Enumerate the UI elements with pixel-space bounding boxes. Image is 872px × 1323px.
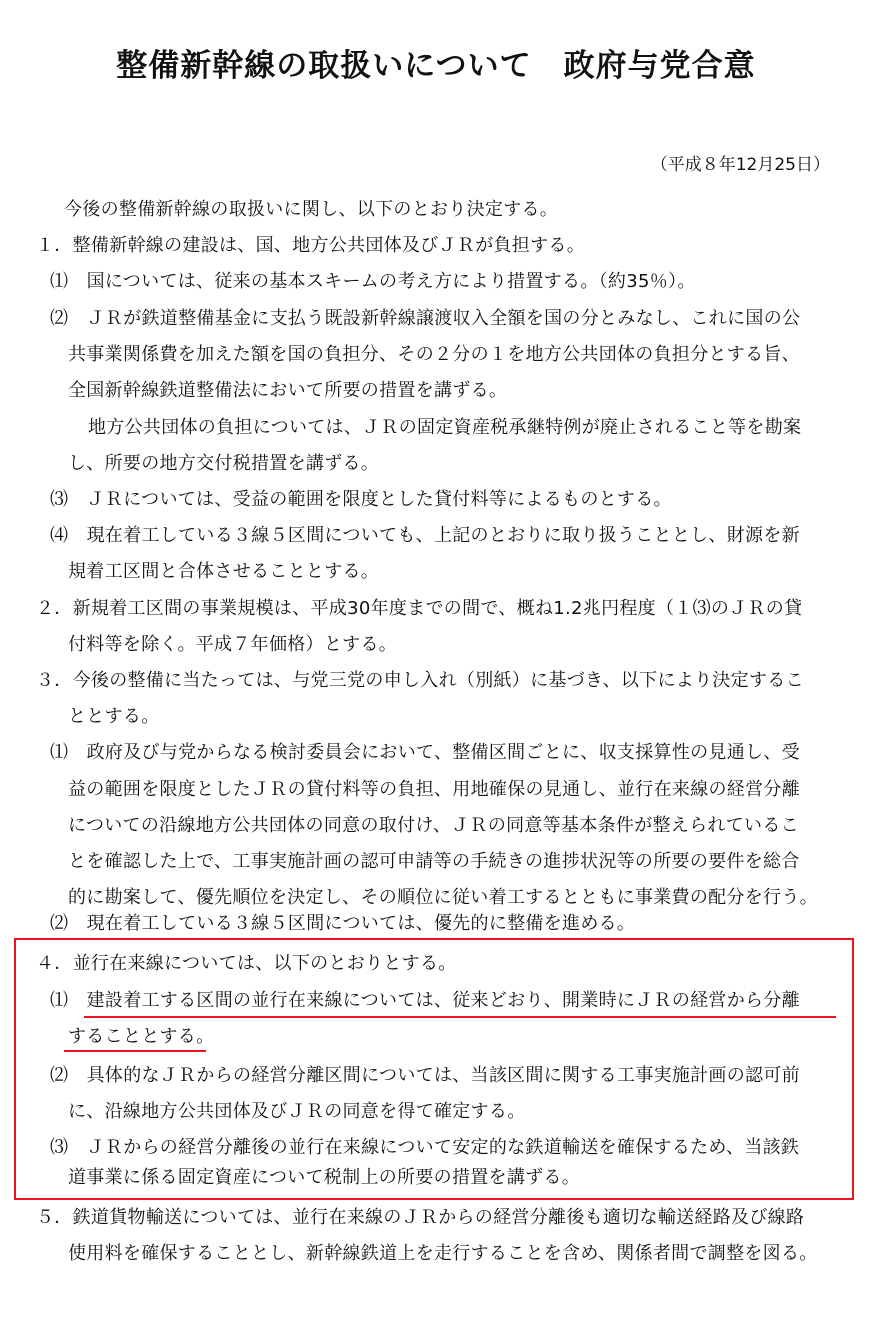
section-1-item-2-cont: 全国新幹線鉄道整備法において所要の措置を講ずる。 bbox=[68, 380, 508, 401]
section-3-item-1-cont: 的に勘案して、優先順位を決定し、その順位に従い着工するとともに事業費の配分を行う。 bbox=[68, 887, 818, 908]
intro-text: 今後の整備新幹線の取扱いに関し、以下のとおり決定する。 bbox=[64, 199, 559, 220]
section-4-item-1: ⑴ 建設着工する区間の並行在来線については、従来どおり、開業時にＪＲの経営から分離 bbox=[50, 990, 800, 1011]
document-title: 整備新幹線の取扱いについて 政府与党合意 bbox=[116, 48, 756, 84]
section-1-item-4-cont: 規着工区間と合体させることとする。 bbox=[68, 561, 380, 582]
section-2-heading: ２．新規着工区間の事業規模は、平成30年度までの間で、概ね1.2兆円程度（１⑶のＪＲの貸 bbox=[36, 598, 803, 619]
section-4-item-3-cont: 道事業に係る固定資産について税制上の所要の措置を講ずる。 bbox=[68, 1167, 581, 1188]
section-1-item-2: ⑵ ＪＲが鉄道整備基金に支払う既設新幹線譲渡収入全額を国の分とみなし、これに国の公 bbox=[50, 308, 801, 329]
section-1-item-1: ⑴ 国については、従来の基本スキームの考え方により措置する。（約35％）。 bbox=[50, 271, 696, 292]
section-4-item-3: ⑶ ＪＲからの経営分離後の並行在来線について安定的な鉄道輸送を確保するため、当該鉄 bbox=[50, 1137, 800, 1158]
section-4-heading: ４．並行在来線については、以下のとおりとする。 bbox=[36, 953, 457, 974]
section-4-item-2-cont: に、沿線地方公共団体及びＪＲの同意を得て確定する。 bbox=[68, 1101, 526, 1122]
section-3-heading: ３．今後の整備に当たっては、与党三党の申し入れ（別紙）に基づき、以下により決定するこ bbox=[36, 670, 804, 691]
section-3-item-2: ⑵ 現在着工している３線５区間については、優先的に整備を進める。 bbox=[50, 913, 636, 934]
section-4-item-1-cont: することとする。 bbox=[68, 1026, 215, 1047]
section-3-item-1-cont: 益の範囲を限度としたＪＲの貸付料等の負担、用地確保の見通し、並行在来線の経営分離 bbox=[68, 779, 800, 800]
section-1-paragraph-cont: し、所要の地方交付税措置を講ずる。 bbox=[68, 453, 380, 474]
section-4-item-2: ⑵ 具体的なＪＲからの経営分離区間については、当該区間に関する工事実施計画の認可前 bbox=[50, 1065, 800, 1086]
section-1-item-2-cont: 共事業関係費を加えた額を国の負担分、その２分の１を地方公共団体の負担分とする旨、 bbox=[68, 344, 800, 365]
section-2-cont: 付料等を除く。平成７年価格）とする。 bbox=[68, 634, 398, 655]
section-1-paragraph: 地方公共団体の負担については、ＪＲの固定資産税承継特例が廃止されること等を勘案 bbox=[88, 417, 802, 438]
document-date: （平成８年12月25日） bbox=[650, 155, 830, 175]
section-5-heading: ５．鉄道貨物輸送については、並行在来線のＪＲからの経営分離後も適切な輸送経路及び線路 bbox=[36, 1207, 805, 1228]
section-3-item-1-cont: とを確認した上で、工事実施計画の認可申請等の手続きの進捗状況等の所要の要件を総合 bbox=[68, 851, 800, 872]
section-3-item-1: ⑴ 政府及び与党からなる検討委員会において、整備区間ごとに、収支採算性の見通し、受 bbox=[50, 742, 800, 763]
highlight-underline bbox=[84, 1016, 836, 1018]
section-3-item-1-cont: についての沿線地方公共団体の同意の取付け、ＪＲの同意等基本条件が整えられているこ bbox=[68, 815, 799, 836]
section-3-heading-cont: ととする。 bbox=[68, 706, 160, 727]
section-1-item-3: ⑶ ＪＲについては、受益の範囲を限度とした貸付料等によるものとする。 bbox=[50, 489, 672, 510]
section-5-cont: 使用料を確保することとし、新幹線鉄道上を走行することを含め、関係者間で調整を図る。 bbox=[68, 1243, 818, 1264]
section-1-heading: １．整備新幹線の建設は、国、地方公共団体及びＪＲが負担する。 bbox=[36, 235, 585, 256]
section-1-item-4: ⑷ 現在着工している３線５区間についても、上記のとおりに取り扱うこととし、財源を新 bbox=[50, 525, 800, 546]
highlight-underline bbox=[64, 1050, 206, 1052]
